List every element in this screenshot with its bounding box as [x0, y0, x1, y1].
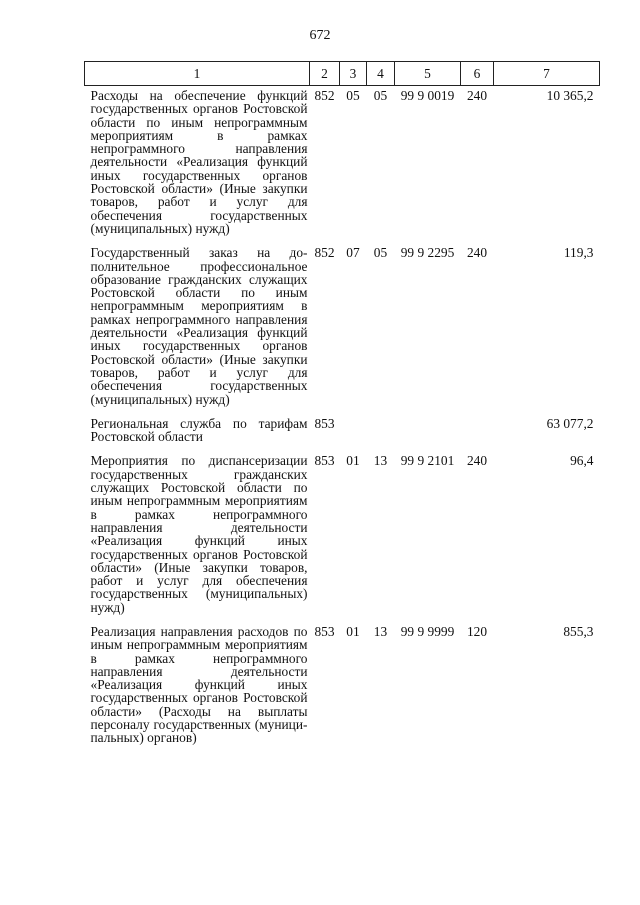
row-amount: 63 077,2: [546, 415, 594, 431]
table-row: [85, 86, 600, 244]
row-section: [340, 414, 367, 452]
header-col-1: 1: [85, 62, 310, 86]
row-grbs: 853: [314, 453, 335, 469]
row-expense-type: 240: [466, 88, 488, 103]
header-col-7: 7: [494, 62, 600, 86]
row-target-article: 99 9 0019: [400, 88, 455, 103]
header-col-6: 6: [461, 62, 494, 86]
row-description: Государственный заказ на дополнительное профессиональное образование гражданских служащих Ростовской области по иным непрограммным мероприятиям в рамках непрограммного направления деятельности «Реализация функций иных государственных органов Ростовской области» (Иные закупки товаров, работ и услуг для обеспечения государственных (муниципальных) нужд): [90, 245, 308, 407]
row-expense-type: [461, 414, 494, 452]
row-expense-type: 240: [466, 245, 488, 261]
row-grbs: 853: [314, 623, 335, 639]
row-grbs: 853: [314, 415, 335, 431]
header-col-4: 4: [367, 62, 395, 86]
row-expense-type: 240: [466, 453, 488, 469]
header-row: [85, 62, 600, 86]
row-subsection: 13: [373, 453, 388, 469]
table-body: [85, 86, 600, 753]
row-grbs: 852: [314, 245, 335, 261]
row-description: Расходы на обеспечение функций государственных органов Ростовской области по иным непрограммным мероприятиям в рамках непрограммного направления деятельности «Реализация функций иных государственных органов Ростовской области» (Иные закупки товаров, работ и услуг для обеспечения государственных (муниципальных) нужд): [90, 88, 308, 236]
row-target-article: 99 9 2295: [400, 245, 455, 261]
row-description: Региональная служба по тарифам Ростовской области: [90, 415, 308, 445]
table-row: [85, 622, 600, 753]
header-col-2: 2: [310, 62, 340, 86]
row-amount: 96,4: [570, 453, 594, 469]
table-row: [85, 243, 600, 414]
row-target-article: [395, 414, 461, 452]
row-section: 05: [346, 88, 360, 103]
table-row: [85, 414, 600, 452]
table-row: [85, 451, 600, 622]
budget-table: [84, 61, 600, 753]
row-amount: 10 365,2: [546, 88, 594, 103]
row-amount: 855,3: [563, 623, 594, 639]
row-section: 01: [346, 453, 360, 469]
header-col-5: 5: [395, 62, 461, 86]
row-target-article: 99 9 9999: [400, 623, 455, 639]
row-subsection: [367, 414, 395, 452]
row-grbs: 852: [314, 88, 335, 103]
row-section: 01: [346, 623, 360, 639]
row-description: Мероприятия по диспансеризации государственных гражданских служащих Ростовской области по иным непрограммным мероприятиям в рамках непрограммного направления деятельности «Реализация функций иных государственных органов Ростовской области» (Иные закупки товаров, работ и услуг для обеспечения государственных (муниципальных) нужд): [90, 453, 308, 615]
row-target-article: 99 9 2101: [400, 453, 455, 469]
row-expense-type: 120: [466, 623, 488, 639]
row-subsection: 05: [373, 245, 388, 261]
header-col-3: 3: [340, 62, 367, 86]
row-section: 07: [346, 245, 360, 261]
row-amount: 119,3: [563, 245, 594, 261]
page-number: 672: [309, 28, 331, 43]
row-description: Реализация направления расходов по иным непрограммным мероприятиям в рамках непрограммного направления деятельности «Реализация функций иных государственных органов Ростовской области» (Расходы на выплаты персоналу государственных (муниципальных) органов): [90, 623, 308, 746]
row-subsection: 05: [373, 88, 388, 103]
row-subsection: 13: [373, 623, 388, 639]
table-header: [85, 62, 600, 86]
